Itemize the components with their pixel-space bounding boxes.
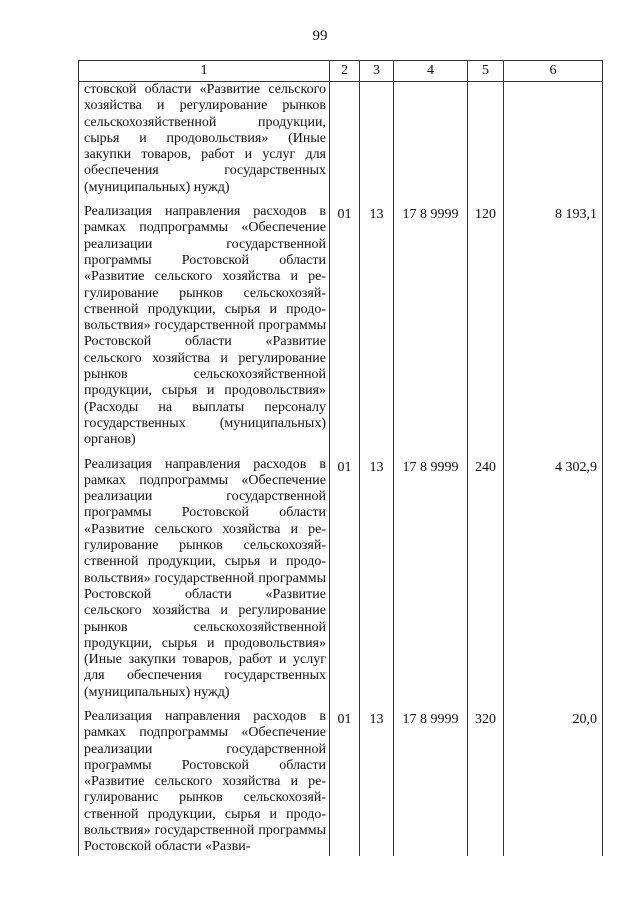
page-number: 99 xyxy=(312,28,328,44)
row-amount xyxy=(504,82,603,197)
row-subsection: 13 xyxy=(360,204,394,448)
row-subsection: 13 xyxy=(360,457,394,701)
row-description: Реализация направления расходов в рамках подпрограммы «Обеспечение реализации государственной программы Ростовской области «Развитие сельского хозяйства и регулированис рынков сельскохозяйственной продукции, сырья и продовольствия» государственной программы Ростовской области «Разви- xyxy=(79,709,330,856)
row-spacer xyxy=(79,701,603,709)
row-expense-type: 320 xyxy=(468,709,504,856)
row-section xyxy=(330,82,360,197)
column-header-5: 5 xyxy=(468,61,504,82)
row-expense-type: 120 xyxy=(468,204,504,448)
row-target-code: 17 8 9999 xyxy=(394,204,468,448)
row-section: 01 xyxy=(330,709,360,856)
table-header-row xyxy=(79,61,603,82)
row-section: 01 xyxy=(330,204,360,448)
column-header-2: 2 xyxy=(330,61,360,82)
row-target-code: 17 8 9999 xyxy=(394,709,468,856)
row-expense-type: 240 xyxy=(468,457,504,701)
row-amount: 20,0 xyxy=(504,709,603,856)
table-row xyxy=(79,709,603,856)
row-description: стовской области «Развитие сельского хозяйства и регулирование рынков сельскохозяйственной продукции, сырья и продовольствия» (Иные закупки товаров, работ и услуг для обеспечения государственных (муниципальных) нужд) xyxy=(79,82,330,197)
row-description: Реализация направления расходов в рамках подпрограммы «Обеспечение реализации государственной программы Ростовской области «Развитие сельского хозяйства и регулирование рынков сельскохозяйственной продукции, сырья и продовольствия» государственной программы Ростовской области «Развитие сельского хозяйства и регулирование рынков сельскохозяйственной продукции, сырья и продовольствия» (Иные закупки товаров, работ и услуг для обеспечения государственных (муниципальных) нужд) xyxy=(79,457,330,701)
row-section: 01 xyxy=(330,457,360,701)
table-row xyxy=(79,457,603,701)
column-header-6: 6 xyxy=(504,61,603,82)
row-description: Реализация направления расходов в рамках подпрограммы «Обеспечение реализации государственной программы Ростовской области «Развитие сельского хозяйства и регулирование рынков сельскохозяйственной продукции, сырья и продовольствия» государственной программы Ростовской области «Развитие сельского хозяйства и регулирование рынков сельскохозяйственной продукции, сырья и продовольствия» (Расходы на выплаты персоналу государственных (муниципальных) органов) xyxy=(79,204,330,448)
row-target-code: 17 8 9999 xyxy=(394,457,468,701)
row-target-code xyxy=(394,82,468,197)
table-row xyxy=(79,82,603,197)
table-row xyxy=(79,204,603,448)
row-spacer xyxy=(79,449,603,457)
column-header-3: 3 xyxy=(360,61,394,82)
column-header-4: 4 xyxy=(394,61,468,82)
budget-table xyxy=(78,60,603,856)
row-subsection xyxy=(360,82,394,197)
row-subsection: 13 xyxy=(360,709,394,856)
row-spacer xyxy=(79,196,603,204)
row-amount: 8 193,1 xyxy=(504,204,603,448)
row-amount: 4 302,9 xyxy=(504,457,603,701)
column-header-1: 1 xyxy=(79,61,330,82)
row-expense-type xyxy=(468,82,504,197)
